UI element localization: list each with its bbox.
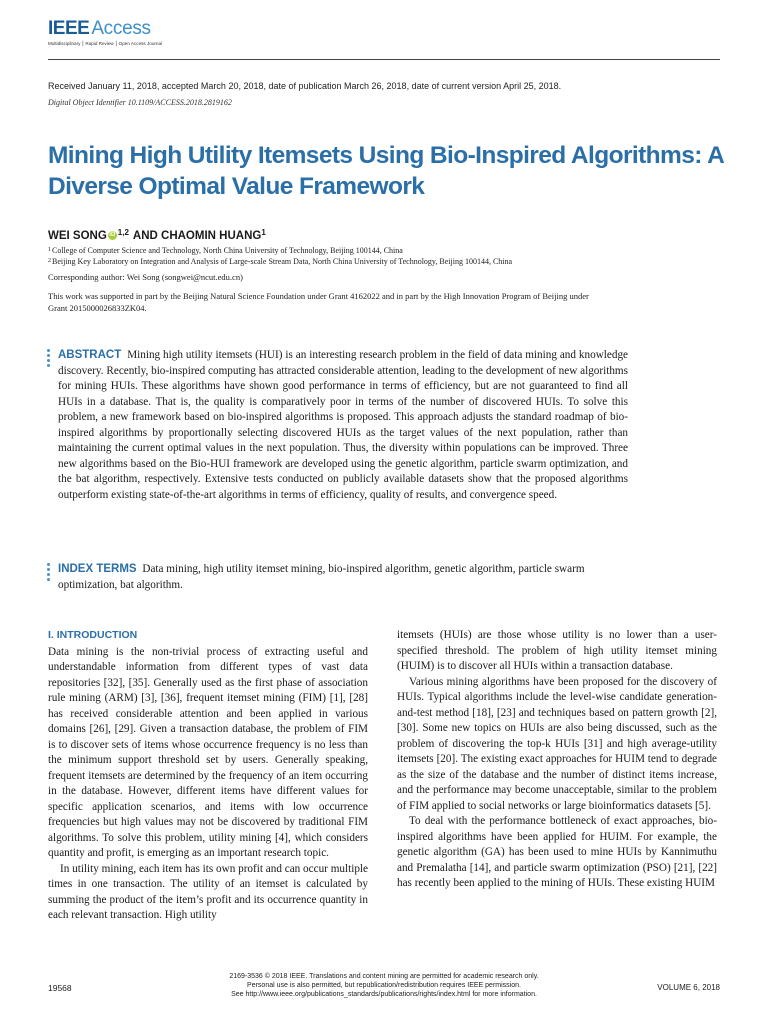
abstract-marker-icon	[47, 349, 51, 369]
abstract	[58, 348, 628, 503]
paragraph: itemsets (HUIs) are those whose utility is no lower than a user-specified threshold. The problem of high utility itemset mining (HUIM) is to discover all HUIs within a transaction database.	[397, 629, 717, 672]
corresponding-author: Corresponding author: Wei Song (songwei@ncut.edu.cn)	[48, 272, 243, 282]
paragraph: Various mining algorithms have been proposed for the discovery of HUIs. Typical algorithms include the level-wise candidate generation-and-test method [18], [23] and techniques based on pattern growth [2], [30]. Some new topics on HUIs are also being discussed, such as the problem of discovering the top-k HUIs [31] and high average-utility itemsets [20]. The existing exact approaches for HUIM tend to degrade as the size of the database and the number of distinct items increase, and the performance may become unacceptable, similar to the problem of FIM applied to social networks or large bioinformatics datasets [5].	[397, 675, 717, 812]
index-terms	[58, 562, 628, 593]
author-affiliation-sup: 1,2	[117, 228, 129, 237]
journal-logo	[48, 18, 162, 47]
logo-access-text: Access	[91, 18, 151, 39]
received-dates: Received January 11, 2018, accepted March 20, 2018, date of publication March 26, 2018, date of current version April 25, 2018.	[48, 81, 562, 91]
body-column-left	[48, 628, 368, 924]
license-line: Personal use is also permitted, but republication/redistribution requires IEEE permission.	[247, 982, 521, 989]
affiliation-line	[48, 246, 403, 255]
author-line	[48, 230, 266, 243]
author-affiliation-sup: 1	[261, 228, 266, 237]
doi-line[interactable]: Digital Object Identifier 10.1109/ACCESS.2018.2819162	[48, 98, 232, 107]
affiliation-number: 1	[48, 247, 51, 253]
paragraph: To deal with the performance bottleneck of exact approaches, bio-inspired algorithms have been applied for HUIM. For example, the genetic algorithm (GA) has been used to mine HUIs by Kannimuthu and Premalatha [14], and particle swarm optimization (PSO) [21], [22] has recently been applied to the mining of HUIs. These existing HUIM	[397, 815, 717, 889]
index-terms-heading: INDEX TERMS	[58, 563, 137, 575]
funding-note: This work was supported in part by the Beijing Natural Science Foundation under Grant 4162022 and in part by the High Innovation Program of Beijing under Grant 2015000026833ZK04.	[48, 291, 589, 313]
abstract-text: Mining high utility itemsets (HUI) is an interesting research problem in the field of data mining and knowledge discovery. Recently, bio-inspired computing has attracted considerable attention, leading to the development of new algorithms for mining HUIs. These algorithms have shown good performance in terms of efficiency, but are not guaranteed to find all HUIs in a database. That is, the quality is comparatively poor in terms of the number of discovered HUIs. To solve this problem, a new framework based on bio-inspired algorithms is proposed. This approach adjusts the standard roadmap of bio-inspired algorithms by proportionally selecting discovered HUIs as the target values of the next population, rather than maintaining the current optimal values in the next population. Thus, the diversity within populations can be improved. Three new algorithms based on the Bio-HUI framework are developed using the genetic algorithm, particle swarm optimization, and the bat algorithm, respectively. Extensive tests conducted on publicly available datasets show that the proposed algorithms outperform existing state-of-the-art algorithms in terms of efficiency, quality of results, and convergence speed.	[58, 349, 629, 501]
page-number: 19568	[48, 983, 72, 993]
paragraph: In utility mining, each item has its own profit and can occur multiple times in one transaction. The utility of an itemset is calculated by summing the product of the item’s profit and its occurrence quantity in each relevant transaction. High utility	[48, 862, 368, 921]
license-notice	[150, 972, 618, 999]
volume-label: VOLUME 6, 2018	[657, 983, 720, 992]
affiliation-text: College of Computer Science and Technology, North China University of Technology, Beijing 100144, China	[52, 246, 403, 255]
license-link[interactable]: See http://www.ieee.org/publications_standards/publications/rights/index.html for more information.	[231, 991, 537, 998]
logo-tagline: Multidisciplinary ⎮ Rapid Review ⎮ Open Access Journal	[48, 41, 163, 46]
author-name[interactable]: WEI SONG	[48, 230, 107, 242]
affiliation-number: 2	[48, 258, 51, 264]
license-line: 2169-3536 © 2018 IEEE. Translations and content mining are permitted for academic research only.	[229, 973, 539, 980]
header-divider	[48, 59, 720, 60]
author-name[interactable]: AND CHAOMIN HUANG	[132, 230, 262, 242]
section-heading: I. INTRODUCTION	[48, 629, 138, 641]
logo-ieee-text: IEEE	[48, 18, 90, 39]
index-terms-text: Data mining, high utility itemset mining, bio-inspired algorithm, genetic algorithm, particle swarm optimization, bat algorithm.	[58, 563, 585, 591]
index-terms-marker-icon	[47, 563, 51, 583]
orcid-icon[interactable]: iD	[109, 232, 116, 238]
body-column-right	[397, 628, 717, 892]
paragraph: Data mining is the non-trivial process of extracting useful and understandable information from different types of vast data repositories [32], [35]. Generally used as the first phase of association rule mining (ARM) [3], [36], frequent itemset mining (FIM) [1], [28] has received considerable attention and been applied in various domains [26], [29]. Given a transaction database, the problem of FIM is to discover sets of items whose occurrence frequency is no less than the minimum support threshold set by users. Generally speaking, frequent itemsets are determined by the frequency of an item occurring in the database. However, different items have different values for specific application scenarios, and items with low occurrence frequencies but high values may not be discovered by traditional FIM algorithms. To solve this problem, utility mining [4], which considers quantity and profit, is emerging as an important research topic.	[48, 645, 368, 859]
abstract-heading: ABSTRACT	[58, 349, 122, 361]
affiliation-line	[48, 257, 512, 266]
paper-title: Mining High Utility Itemsets Using Bio-Inspired Algorithms: A Diverse Optimal Value Framework	[48, 142, 724, 200]
affiliation-text: Beijing Key Laboratory on Integration and Analysis of Large-scale Stream Data, North China University of Technology, Beijing 100144, China	[52, 257, 513, 266]
